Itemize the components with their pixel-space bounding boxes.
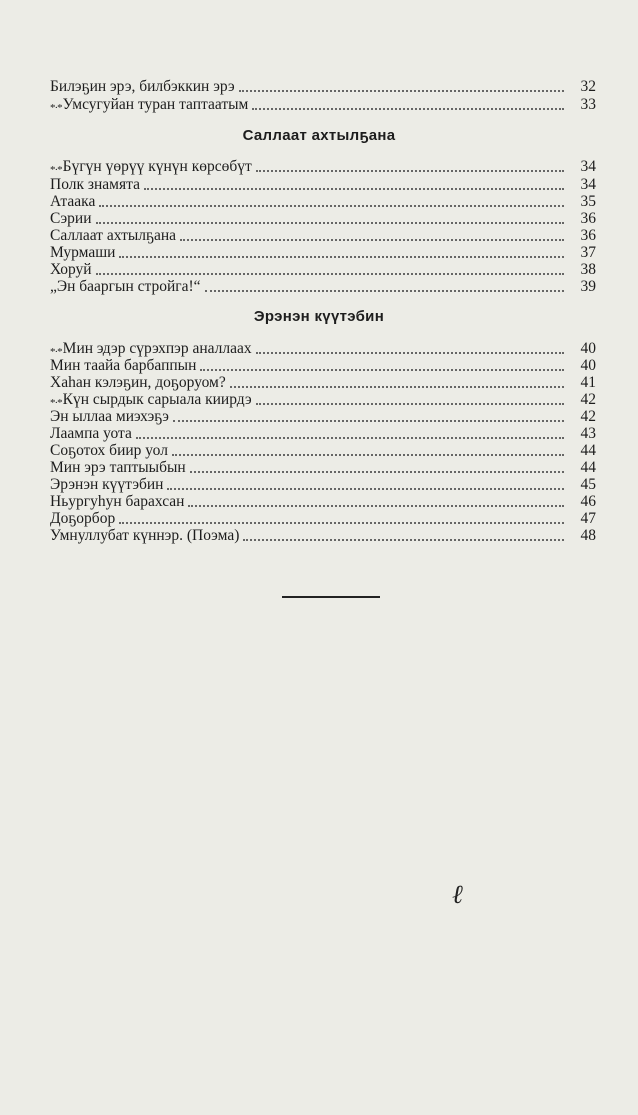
section-heading: Эрэнэн күүтэбин bbox=[253, 308, 385, 325]
toc-title: Хоруй bbox=[50, 261, 92, 278]
dot-leader bbox=[119, 256, 564, 258]
dot-leader bbox=[96, 222, 564, 224]
toc-page-number: 33 bbox=[580, 96, 596, 113]
toc-title: Атаака bbox=[50, 193, 96, 210]
toc-entry bbox=[50, 476, 596, 494]
toc-title: Мин таайа барбаппын bbox=[50, 357, 197, 374]
toc-page-number: 38 bbox=[580, 261, 596, 278]
dot-leader bbox=[144, 188, 564, 190]
toc-page-number: 45 bbox=[580, 476, 596, 493]
toc-entry bbox=[50, 210, 596, 228]
toc-entry bbox=[50, 261, 596, 279]
toc-page-number: 43 bbox=[580, 425, 596, 442]
dot-leader bbox=[119, 522, 564, 524]
toc-title: Умсугуйан туран таптаатым bbox=[62, 96, 249, 113]
toc-page-number: 36 bbox=[580, 227, 596, 244]
dot-leader bbox=[190, 471, 564, 473]
dot-leader bbox=[252, 108, 564, 110]
toc-title: Саллаат ахтылҕана bbox=[50, 227, 177, 244]
asterism-mark: *·* bbox=[50, 397, 62, 409]
asterism-mark: *·* bbox=[50, 346, 62, 358]
toc-page-number: 48 bbox=[580, 527, 596, 544]
asterism-mark: *·* bbox=[50, 164, 62, 176]
dot-leader bbox=[256, 170, 564, 172]
toc-page-number: 39 bbox=[580, 278, 596, 295]
toc-page-number: 37 bbox=[580, 244, 596, 261]
toc-entry bbox=[50, 374, 596, 392]
toc-entry bbox=[50, 425, 596, 443]
dot-leader bbox=[180, 239, 564, 241]
toc-entry bbox=[50, 391, 596, 409]
dot-leader bbox=[200, 369, 564, 371]
dot-leader bbox=[136, 437, 564, 439]
toc-page-number: 46 bbox=[580, 493, 596, 510]
toc-title: Бүгүн үөрүү күнүн көрсөбүт bbox=[62, 158, 252, 175]
toc-page-number: 40 bbox=[580, 357, 596, 374]
toc-page-number: 40 bbox=[580, 340, 596, 357]
section-heading: Саллаат ахтылҕана bbox=[242, 127, 396, 144]
toc-title: Ньургуһун барахсан bbox=[50, 493, 185, 510]
toc-entry bbox=[50, 510, 596, 528]
toc-entry bbox=[50, 493, 596, 511]
toc-title: „Эн бааргын стройга!“ bbox=[50, 278, 201, 295]
toc-title: Мин эдэр сүрэхпэр аналлаах bbox=[62, 340, 252, 357]
dot-leader bbox=[205, 290, 564, 292]
dot-leader bbox=[173, 420, 564, 422]
toc-entry bbox=[50, 408, 596, 426]
toc-title: Эрэнэн күүтэбин bbox=[50, 476, 164, 493]
dot-leader bbox=[172, 454, 564, 456]
toc-title: Мин эрэ таптыыбын bbox=[50, 459, 186, 476]
toc-title: Лаампа уота bbox=[50, 425, 132, 442]
dot-leader bbox=[167, 488, 564, 490]
toc-title: Полк знамята bbox=[50, 176, 140, 193]
toc-title: Соҕотох биир уол bbox=[50, 442, 168, 459]
dot-leader bbox=[188, 505, 564, 507]
toc-page-number: 36 bbox=[580, 210, 596, 227]
dot-leader bbox=[230, 386, 564, 388]
toc-entry bbox=[50, 78, 596, 96]
toc-title: Мурмаши bbox=[50, 244, 116, 261]
dot-leader bbox=[256, 403, 564, 405]
toc-entry bbox=[50, 193, 596, 211]
toc-page-number: 32 bbox=[580, 78, 596, 95]
toc-title: Сэрии bbox=[50, 210, 92, 227]
toc-title: Хаһан кэлэҕин, доҕоруом? bbox=[50, 374, 226, 391]
toc-title: Доҕорбор bbox=[50, 510, 116, 527]
dot-leader bbox=[256, 352, 564, 354]
toc-entry bbox=[50, 227, 596, 245]
toc-page-number: 42 bbox=[580, 408, 596, 425]
toc-entry bbox=[50, 278, 596, 296]
toc-title: Күн сырдык сарыала киирдэ bbox=[62, 391, 252, 408]
toc-title: Билэҕин эрэ, билбэккин эрэ bbox=[50, 78, 235, 95]
toc-entry bbox=[50, 176, 596, 194]
toc-page-number: 34 bbox=[580, 158, 596, 175]
dot-leader bbox=[239, 90, 564, 92]
toc-page-number: 41 bbox=[580, 374, 596, 391]
toc-entry bbox=[50, 357, 596, 375]
toc-entry bbox=[50, 527, 596, 545]
toc-page-number: 42 bbox=[580, 391, 596, 408]
toc-entry bbox=[50, 340, 596, 358]
end-divider bbox=[282, 596, 380, 598]
toc-entry bbox=[50, 442, 596, 460]
toc-page-number: 34 bbox=[580, 176, 596, 193]
toc-entry bbox=[50, 158, 596, 176]
toc-entry bbox=[50, 244, 596, 262]
toc-page-number: 44 bbox=[580, 459, 596, 476]
toc-title: Эн ыллаа миэхэҕэ bbox=[50, 408, 169, 425]
toc-page-number: 44 bbox=[580, 442, 596, 459]
dot-leader bbox=[243, 539, 564, 541]
dot-leader bbox=[99, 205, 564, 207]
toc-entry bbox=[50, 459, 596, 477]
toc-title: Умнуллубат күннэр. (Поэма) bbox=[50, 527, 240, 544]
toc-page-number: 35 bbox=[580, 193, 596, 210]
asterism-mark: *·* bbox=[50, 102, 62, 114]
dot-leader bbox=[96, 273, 564, 275]
toc-page-number: 47 bbox=[580, 510, 596, 527]
toc-entry bbox=[50, 96, 596, 114]
handwritten-mark: ℓ bbox=[452, 880, 463, 909]
